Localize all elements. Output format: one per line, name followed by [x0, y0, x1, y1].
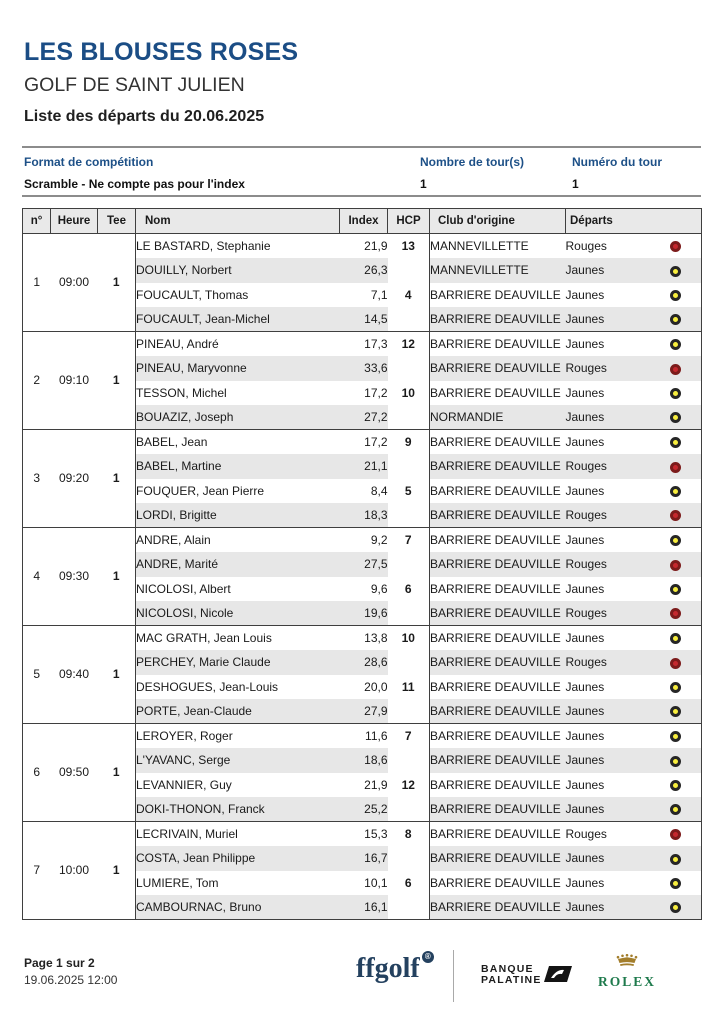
column-header-0: n° — [23, 209, 51, 234]
player-name: ANDRE, Alain — [136, 528, 340, 553]
group-number: 5 — [23, 626, 51, 724]
player-index: 10,1 — [364, 875, 388, 890]
player-index: 14,5 — [340, 307, 388, 332]
tee-color-yellow-icon — [670, 388, 681, 399]
player-index: 27,5 — [340, 552, 388, 577]
tee-color-yellow-icon — [670, 682, 681, 693]
player-club: BARRIERE DEAUVILLE — [430, 871, 566, 896]
tee-color-cell — [650, 895, 702, 920]
tee-color-red-icon — [670, 241, 681, 252]
banque-palatine-line2: PALATINE — [481, 974, 542, 986]
tee-color-cell — [650, 650, 702, 675]
player-index: 15,3 — [340, 822, 388, 847]
tee-color-yellow-icon — [670, 878, 681, 889]
divider-bottom — [22, 195, 701, 197]
player-hcp: 7 — [388, 724, 430, 749]
tee-color-cell — [650, 797, 702, 822]
column-header-5: HCP — [388, 209, 430, 234]
tee-color-cell — [650, 601, 702, 626]
banque-palatine-text — [481, 964, 542, 986]
player-club: BARRIERE DEAUVILLE — [430, 356, 566, 381]
group-time: 09:30 — [51, 528, 98, 626]
player-name: FOUCAULT, Thomas — [136, 283, 340, 308]
player-hcp: 5 — [404, 483, 412, 498]
player-index: 18,6 — [340, 748, 388, 773]
player-hcp: 6 — [404, 581, 412, 596]
player-hcp: 8 — [388, 822, 430, 847]
rounds-value: 1 — [420, 177, 427, 191]
column-header-7: Départs — [566, 209, 702, 234]
player-name: DESHOGUES, Jean-Louis — [136, 675, 340, 700]
player-name: LEVANNIER, Guy — [136, 773, 340, 798]
player-index: 8,4 — [370, 483, 388, 498]
player-departs: Jaunes — [565, 581, 605, 596]
round-number-label: Numéro du tour — [572, 155, 662, 169]
competition-format — [24, 155, 245, 191]
group-tee: 1 — [98, 528, 136, 626]
player-name: PINEAU, Maryvonne — [136, 356, 340, 381]
banque-palatine-logo — [481, 964, 572, 986]
player-index: 9,2 — [340, 528, 388, 553]
player-departs: Jaunes — [565, 483, 605, 498]
tee-color-cell — [650, 724, 702, 749]
player-hcp — [388, 307, 430, 332]
player-departs: Jaunes — [566, 724, 650, 749]
player-club: BARRIERE DEAUVILLE — [430, 675, 566, 700]
player-name: LORDI, Brigitte — [136, 503, 340, 528]
column-header-6: Club d'origine — [430, 209, 566, 234]
tee-color-cell — [650, 258, 702, 283]
player-index: 20,0 — [364, 679, 388, 694]
tee-color-cell — [650, 552, 702, 577]
player-departs: Jaunes — [565, 777, 605, 792]
player-name: FOUCAULT, Jean-Michel — [136, 307, 340, 332]
player-club: BARRIERE DEAUVILLE — [430, 797, 566, 822]
player-departs: Rouges — [566, 356, 650, 381]
player-name: LE BASTARD, Stephanie — [136, 234, 340, 259]
table-body — [23, 234, 702, 920]
player-departs: Jaunes — [566, 405, 650, 430]
player-club: BARRIERE DEAUVILLE — [430, 822, 566, 847]
player-index: 26,3 — [340, 258, 388, 283]
player-departs: Jaunes — [566, 699, 650, 724]
player-club: BARRIERE DEAUVILLE — [430, 381, 566, 406]
tee-color-cell — [650, 356, 702, 381]
player-hcp — [388, 454, 430, 479]
rolex-crown-icon — [615, 954, 639, 967]
player-club: BARRIERE DEAUVILLE — [430, 454, 566, 479]
player-departs: Jaunes — [566, 626, 650, 651]
player-club: MANNEVILLETTE — [430, 234, 566, 259]
player-index: 18,3 — [340, 503, 388, 528]
print-datetime: 19.06.2025 12:00 — [24, 973, 118, 987]
player-name: DOKI-THONON, Franck — [136, 797, 340, 822]
player-hcp — [388, 356, 430, 381]
player-club: BARRIERE DEAUVILLE — [430, 577, 566, 602]
player-name: BOUAZIZ, Joseph — [136, 405, 340, 430]
group-tee: 1 — [98, 332, 136, 430]
player-hcp — [388, 405, 430, 430]
player-club: BARRIERE DEAUVILLE — [430, 479, 566, 504]
column-header-2: Tee — [98, 209, 136, 234]
player-hcp — [388, 503, 430, 528]
player-club: BARRIERE DEAUVILLE — [430, 307, 566, 332]
banque-palatine-flag-icon — [544, 965, 572, 985]
column-header-4: Index — [340, 209, 388, 234]
player-index: 21,1 — [340, 454, 388, 479]
player-row — [23, 332, 702, 357]
player-club: BARRIERE DEAUVILLE — [430, 748, 566, 773]
player-name: PERCHEY, Marie Claude — [136, 650, 340, 675]
footer-divider — [453, 950, 454, 1002]
tee-color-yellow-icon — [670, 780, 681, 791]
tee-color-cell — [650, 234, 702, 259]
tee-color-cell — [650, 405, 702, 430]
player-row — [23, 822, 702, 847]
player-club: BARRIERE DEAUVILLE — [430, 626, 566, 651]
player-hcp: 12 — [401, 777, 415, 792]
player-hcp: 10 — [401, 385, 415, 400]
player-hcp — [388, 650, 430, 675]
player-name: LUMIERE, Tom — [136, 871, 340, 896]
group-tee: 1 — [98, 626, 136, 724]
player-departs: Rouges — [566, 454, 650, 479]
tee-color-cell — [650, 283, 702, 308]
player-hcp — [388, 846, 430, 871]
group-time: 09:40 — [51, 626, 98, 724]
player-name: COSTA, Jean Philippe — [136, 846, 340, 871]
player-index: 28,6 — [340, 650, 388, 675]
format-label: Format de compétition — [24, 155, 154, 169]
player-name: TESSON, Michel — [136, 381, 340, 406]
tee-color-cell — [650, 822, 702, 847]
tee-color-yellow-icon — [670, 804, 681, 815]
column-header-1: Heure — [51, 209, 98, 234]
player-index: 21,9 — [340, 234, 388, 259]
player-name: L'YAVANC, Serge — [136, 748, 340, 773]
tee-color-cell — [650, 528, 702, 553]
player-departs: Jaunes — [566, 528, 650, 553]
tee-color-cell — [650, 675, 702, 700]
player-name: LECRIVAIN, Muriel — [136, 822, 340, 847]
group-tee: 1 — [98, 724, 136, 822]
player-club: BARRIERE DEAUVILLE — [430, 773, 566, 798]
tee-color-cell — [650, 430, 702, 455]
player-club: BARRIERE DEAUVILLE — [430, 528, 566, 553]
player-departs: Jaunes — [566, 895, 650, 920]
group-time: 10:00 — [51, 822, 98, 920]
tee-color-yellow-icon — [670, 266, 681, 277]
group-number: 6 — [23, 724, 51, 822]
tee-color-cell — [650, 846, 702, 871]
player-name: PINEAU, André — [136, 332, 340, 357]
player-name: ANDRE, Marité — [136, 552, 340, 577]
player-row — [23, 430, 702, 455]
tee-color-yellow-icon — [670, 706, 681, 717]
round-number-info — [572, 155, 662, 191]
player-name: BABEL, Martine — [136, 454, 340, 479]
player-hcp — [388, 699, 430, 724]
player-departs: Rouges — [566, 650, 650, 675]
player-club: BARRIERE DEAUVILLE — [430, 699, 566, 724]
player-name: LEROYER, Roger — [136, 724, 340, 749]
player-club: BARRIERE DEAUVILLE — [430, 332, 566, 357]
player-name: DOUILLY, Norbert — [136, 258, 340, 283]
list-title: Liste des départs du 20.06.2025 — [24, 108, 265, 125]
player-departs: Jaunes — [566, 430, 650, 455]
group-number: 3 — [23, 430, 51, 528]
player-index: 7,1 — [370, 287, 388, 302]
player-row — [23, 528, 702, 553]
player-departs: Jaunes — [565, 875, 605, 890]
tee-color-cell — [650, 748, 702, 773]
player-hcp: 4 — [404, 287, 412, 302]
tee-color-yellow-icon — [670, 290, 681, 301]
player-departs: Jaunes — [566, 846, 650, 871]
tee-color-cell — [650, 626, 702, 651]
divider-top — [22, 146, 701, 148]
player-hcp — [388, 797, 430, 822]
player-index: 16,7 — [340, 846, 388, 871]
page-number: Page 1 sur 2 — [24, 956, 95, 970]
player-hcp: 11 — [401, 679, 415, 694]
tee-color-yellow-icon — [670, 486, 681, 497]
player-name: PORTE, Jean-Claude — [136, 699, 340, 724]
player-hcp: 12 — [388, 332, 430, 357]
player-name: NICOLOSI, Albert — [136, 577, 340, 602]
tee-color-yellow-icon — [670, 633, 681, 644]
group-tee: 1 — [98, 234, 136, 332]
tee-color-red-icon — [670, 658, 681, 669]
page-info — [24, 956, 117, 987]
player-index: 9,6 — [370, 581, 388, 596]
tee-color-yellow-icon — [670, 339, 681, 350]
player-club: BARRIERE DEAUVILLE — [430, 895, 566, 920]
group-time: 09:50 — [51, 724, 98, 822]
tee-color-yellow-icon — [670, 731, 681, 742]
tee-color-cell — [650, 381, 702, 406]
format-value: Scramble - Ne compte pas pour l'index — [24, 177, 245, 191]
tee-color-red-icon — [670, 510, 681, 521]
player-club: BARRIERE DEAUVILLE — [430, 724, 566, 749]
group-number: 2 — [23, 332, 51, 430]
tee-color-red-icon — [670, 364, 681, 375]
ffgolf-logo — [356, 953, 434, 985]
tee-color-cell — [650, 577, 702, 602]
player-hcp: 10 — [388, 626, 430, 651]
rounds-label: Nombre de tour(s) — [420, 155, 525, 169]
player-index: 27,9 — [340, 699, 388, 724]
player-index: 16,1 — [340, 895, 388, 920]
player-hcp: 9 — [388, 430, 430, 455]
player-departs: Rouges — [566, 503, 650, 528]
player-row — [23, 724, 702, 749]
tee-color-cell — [650, 307, 702, 332]
player-departs: Rouges — [566, 234, 650, 259]
player-departs: Jaunes — [566, 307, 650, 332]
tee-color-yellow-icon — [670, 902, 681, 913]
player-hcp: 6 — [404, 875, 412, 890]
player-departs: Jaunes — [565, 385, 605, 400]
group-number: 4 — [23, 528, 51, 626]
player-departs: Jaunes — [566, 332, 650, 357]
player-row — [23, 234, 702, 259]
player-hcp: 7 — [388, 528, 430, 553]
rolex-logo-text: ROLEX — [597, 974, 656, 989]
player-index: 33,6 — [340, 356, 388, 381]
player-club: NORMANDIE — [430, 405, 566, 430]
player-row — [23, 626, 702, 651]
tee-color-cell — [650, 871, 702, 896]
player-name: NICOLOSI, Nicole — [136, 601, 340, 626]
player-hcp — [388, 552, 430, 577]
player-departs: Rouges — [566, 601, 650, 626]
tee-color-red-icon — [670, 829, 681, 840]
player-departs: Jaunes — [566, 748, 650, 773]
player-index: 25,2 — [340, 797, 388, 822]
banque-palatine-line1: BANQUE — [481, 963, 534, 975]
player-index: 19,6 — [340, 601, 388, 626]
player-club: BARRIERE DEAUVILLE — [430, 430, 566, 455]
group-time: 09:20 — [51, 430, 98, 528]
tee-color-red-icon — [670, 608, 681, 619]
club-name: GOLF DE SAINT JULIEN — [24, 74, 245, 96]
column-header-3: Nom — [136, 209, 340, 234]
player-hcp — [388, 895, 430, 920]
player-club: BARRIERE DEAUVILLE — [430, 846, 566, 871]
tee-color-yellow-icon — [670, 314, 681, 325]
group-tee: 1 — [98, 430, 136, 528]
player-index: 17,2 — [364, 385, 388, 400]
tee-color-red-icon — [670, 462, 681, 473]
tee-color-yellow-icon — [670, 854, 681, 865]
player-departs: Jaunes — [565, 287, 605, 302]
tee-color-yellow-icon — [670, 535, 681, 546]
player-departs: Jaunes — [566, 797, 650, 822]
player-name: CAMBOURNAC, Bruno — [136, 895, 340, 920]
player-index: 21,9 — [364, 777, 388, 792]
player-departs: Rouges — [566, 822, 650, 847]
player-club: BARRIERE DEAUVILLE — [430, 283, 566, 308]
group-number: 1 — [23, 234, 51, 332]
tee-color-cell — [650, 773, 702, 798]
player-departs: Jaunes — [566, 258, 650, 283]
player-name: BABEL, Jean — [136, 430, 340, 455]
departure-table — [22, 208, 702, 920]
tee-color-yellow-icon — [670, 756, 681, 767]
tee-color-yellow-icon — [670, 437, 681, 448]
player-index: 17,2 — [340, 430, 388, 455]
table-head-row — [23, 209, 702, 234]
player-name: FOUQUER, Jean Pierre — [136, 479, 340, 504]
tee-color-cell — [650, 503, 702, 528]
player-club: MANNEVILLETTE — [430, 258, 566, 283]
group-time: 09:10 — [51, 332, 98, 430]
player-index: 17,3 — [340, 332, 388, 357]
player-hcp — [388, 601, 430, 626]
player-hcp: 13 — [388, 234, 430, 259]
player-index: 11,6 — [340, 724, 388, 749]
group-tee: 1 — [98, 822, 136, 920]
tee-color-cell — [650, 454, 702, 479]
group-number: 7 — [23, 822, 51, 920]
player-name: MAC GRATH, Jean Louis — [136, 626, 340, 651]
player-club: BARRIERE DEAUVILLE — [430, 601, 566, 626]
group-time: 09:00 — [51, 234, 98, 332]
tee-color-red-icon — [670, 560, 681, 571]
tee-color-cell — [650, 479, 702, 504]
tee-color-yellow-icon — [670, 412, 681, 423]
tee-color-yellow-icon — [670, 584, 681, 595]
rolex-logo — [597, 954, 657, 990]
registered-trademark-icon: ® — [422, 951, 434, 963]
rounds-info — [420, 155, 524, 191]
player-club: BARRIERE DEAUVILLE — [430, 650, 566, 675]
player-index: 27,2 — [340, 405, 388, 430]
tee-color-cell — [650, 699, 702, 724]
player-departs: Rouges — [566, 552, 650, 577]
player-hcp — [388, 748, 430, 773]
player-departs: Jaunes — [565, 679, 605, 694]
player-club: BARRIERE DEAUVILLE — [430, 552, 566, 577]
player-index: 13,8 — [340, 626, 388, 651]
tee-color-cell — [650, 332, 702, 357]
page-title: LES BLOUSES ROSES — [24, 38, 299, 66]
player-hcp — [388, 258, 430, 283]
ffgolf-logo-text: ffgolf — [356, 953, 420, 984]
round-number-value: 1 — [572, 177, 579, 191]
player-club: BARRIERE DEAUVILLE — [430, 503, 566, 528]
